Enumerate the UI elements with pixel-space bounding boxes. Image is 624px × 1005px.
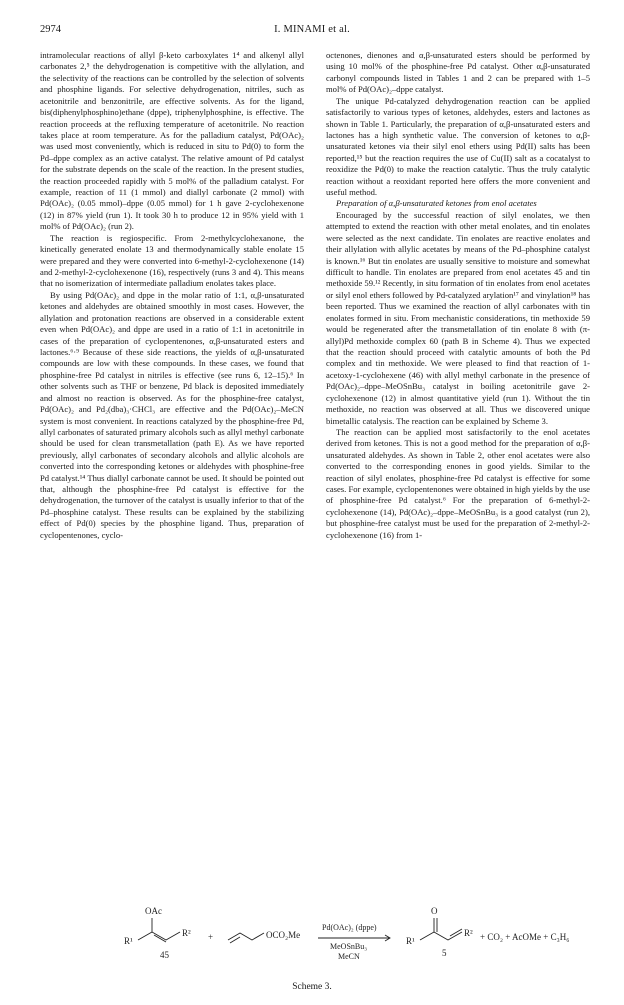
- product-r1-label: R¹: [406, 936, 415, 946]
- section-title: Preparation of α,β-unsaturated ketones from enol acetates: [336, 198, 537, 209]
- reactant-r1-label: R¹: [124, 936, 133, 946]
- cocatalyst-label: MeOSnBu₃: [330, 942, 368, 951]
- reactant-r2-label: R²: [182, 928, 191, 938]
- reactant-skeleton: [138, 932, 180, 940]
- carbonate-group-label: OCO₂Me: [266, 930, 301, 940]
- product-oxygen-label: O: [431, 906, 438, 916]
- reactant-oac-label: OAc: [145, 906, 162, 916]
- reactant-number: 45: [160, 950, 169, 960]
- paragraph: intramolecular reactions of allyl β-keto carboxylates 1⁴ and alkenyl allyl carbonates 2,⁵ the dehydrogenation is competitive with the allylation, and the selectivity of the reactions can be controlled by the selection of solvents and phosphine ligands. For selective dehydrogenation, nitriles, such as acetonitrile and benzonitrile, are effective solvents. As for the ligand, bis(diphenylphosphino)ethane (dppe), triphenylphosphine, is effective. The reaction proceeds at the refluxing temperature of acetonitrile. No reaction takes place at room temperature. As for the palladium catalyst, Pd(OAc)₂ was used most conveniently, which is reduced in situ to Pd(0) to form the Pd–dppe complex as an active catalyst. The relative amount of Pd catalyst for the substrate depends on the scale of the reaction. In the present studies, the reaction proceeded rapidly with 5 mol% of the palladium catalyst. For example, reaction of 11 (1 mmol) and diallyl carbonate (2 mmol) with Pd(OAc)₂ (0.05 mmol)–dppe (0.05 mmol) for 1 h gave 2-cyclohexenone (12) in 87% yield (run 1). It took 30 h to produce 12 in 95% yield with 1 mol% of Pd(OAc)₂ (run 2).: [40, 50, 304, 232]
- allyl-carbonate-skeleton: [228, 933, 264, 940]
- scheme-caption: Scheme 3.: [292, 982, 332, 992]
- paragraph: The unique Pd-catalyzed dehydrogenation reaction can be applied satisfactorily to various types of ketones, aldehydes, esters and lactones as shown in Table 1. Particularly, the preparation of α,β-unsaturated esters and lactones has a high synthetic value. The conversion of ketones to α,β-unsaturated ketones via their silyl enol ethers using Pd(II) salts has been reported,¹⁵ but the reaction requires the use of Cu(II) salt as a cocatalyst to reoxidize the Pd(0) to make the reaction catalytic. Thus the truly catalytic reaction without a reoxidant reported here offers the more convenient and useful method.: [326, 95, 590, 198]
- plus-sign: +: [208, 932, 214, 942]
- paragraph: octenones, dienones and α,β-unsaturated esters should be performed by using 10 mol% of the phosphine-free Pd catalyst. Other α,β-unsaturated carbonyl compounds listed in Tables 1 and 2 can be prepared with 1–5 mol% of Pd(OAc)₂–dppe catalyst.: [326, 50, 590, 95]
- left-column: [40, 50, 304, 541]
- paragraph: By using Pd(OAc)₂ and dppe in the molar ratio of 1:1, α,β-unsaturated ketones and aldehydes are obtained smoothly in most cases. However, the allylation and protonation reactions are observed in a considerable extent even when Pd(OAc)₂ and dppe are used in a ratio of 1:1 in acetonitrile in cases of the preparation of cyclopentenones, α,β-unsaturated esters and lactones.⁶·⁹ Because of these side reactions, the yields of α,β-unsaturated compounds are low with these compounds. In these cases, we found that phosphine-free Pd catalyst in nitriles is effective (see runs 6, 12–15).⁶ In other solvents such as THF or benzene, Pd black is deposited immediately and almost no reaction is observed. As for the phosphine-free catalyst, Pd(OAc)₂ and Pd₂(dba)₃·CHCl₃ are effective and the Pd(OAc)₂–MeCN system is most convenient. In reactions catalyzed by the phosphine-free Pd, allyl carbonates of saturated primary alcohols such as allyl methyl carbonate should be used for clean transmetallation (path E). As we have reported previously, allyl carbonates of secondary alcohols and allylic alcohols are converted into the corresponding ketones or aldehydes with phosphine-free Pd catalyst.¹⁴ Thus diallyl carbonate cannot be used. It should be pointed out that, although the phosphine-free Pd catalyst is effective for the dehydrogenation, the turnover of the catalyst is usually inferior to that of the Pd–phosphine catalyst. These results can be explained by the stabilizing effect of Pd(0) species by the phosphine ligand. Thus, preparation of cyclopentenones, cyclo-: [40, 289, 304, 540]
- paragraph: Encouraged by the successful reaction of silyl enolates, we then attempted to extend the reaction with other metal enolates, and tin enolates were selected as the next candidate. Tin enolates are reactive enolates and their allylation with allylic acetates by means of the Pd–phosphine catalyst is known.¹⁶ But tin enolates are usually sensitive to moisture and somewhat difficult to handle. Tin enolates are prepared from enol acetates 45 and tin methoxide 59.¹² Recently, in situ formation of tin enolates from enol acetates or silyl enol ethers followed by Pd-catalyzed arylation¹⁷ and vinylation¹⁸ has been reported. Thus we examined the reaction of allyl carbonates with tin enolates formed in situ. From mechanistic considerations, tin methoxide 59 would be regenerated after the transmetallation of tin enolate 8 with (π-allyl)Pd methoxide complex 60 (path B in Scheme 4). Thus we expected that the reaction should proceed with catalytic amounts of both the Pd complex and tin methoxide. We were pleased to find that reaction of 1-acetoxy-1-cyclohexene (46) with allyl methyl carbonate in the presence of Pd(OAc)₂–dppe–MeOSnBu₃ catalyst in boiling acetonitrile gave 2-cyclohexenone (12) in almost quantitative yield (run 1). Without the tin methoxide, no reaction was observed at all. Thus we discovered unique bimetallic catalysis. The reaction can be explained by Scheme 3.: [326, 209, 591, 426]
- catalyst-label: Pd(OAc)₂ (dppe): [322, 923, 377, 932]
- product-r2-label: R²: [464, 928, 473, 938]
- page-number: 2974: [40, 24, 61, 35]
- running-title: I. MINAMI et al.: [274, 24, 350, 35]
- solvent-label: MeCN: [338, 952, 360, 961]
- scheme-3-figure: [40, 900, 584, 975]
- product-skeleton: [420, 932, 462, 940]
- byproducts-label: + CO₂ + AcOMe + C₃H₆: [480, 932, 570, 942]
- right-column: [326, 50, 590, 541]
- paragraph: The reaction can be applied most satisfactorily to the enol acetates derived from ketones. This is not a good method for the preparation of α,β-unsaturated aldehydes. As shown in Table 2, other enol acetates were also converted to the corresponding enones in good yields. Similar to the reaction of silyl enolates, phosphine-free Pd catalyst is effective for some cases. For example, cyclopentenones were obtained in high yields by the use of phosphine-free Pd catalyst.⁶ For the preparation of 6-methyl-2-cyclohexenone (14), Pd(OAc)₂–dppe–MeOSnBu₃ is a good catalyst (run 2), but phosphine-free catalyst must be used for the preparation of 2-methyl-2-cyclohexenone (16) from 1-: [326, 426, 590, 540]
- page-header: [40, 24, 584, 40]
- paragraph: The reaction is regiospecific. From 2-methylcyclohexanone, the kinetically generated enolate 13 and thermodynamically stable enolate 15 were prepared and they were converted into 6-methyl-2-cyclohexenone (14) and 2-methyl-2-cyclohexenone (16), respectively (runs 3 and 4). This means that no isomerization of intermediate palladium enolates takes place.: [40, 232, 304, 289]
- product-number: 5: [442, 948, 447, 958]
